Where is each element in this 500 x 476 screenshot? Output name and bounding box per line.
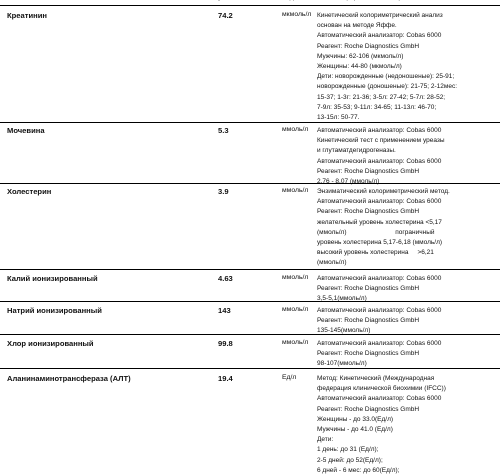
row-value: 4.63 <box>218 274 233 283</box>
ref-line: Автоматический анализатор: Cobas 6000 <box>317 307 442 314</box>
row-name: Калий ионизированный <box>7 274 98 283</box>
header-name <box>25 0 62 1</box>
ref-line: Дети: <box>317 436 334 444</box>
ref-line: 6 дней - 6 мес: до 60(Ед/л); <box>317 466 400 474</box>
row-name: Мочевина <box>7 126 45 135</box>
ref-line: Реагент: Roche Diagnostics GmbH <box>317 42 420 50</box>
ref-line: Дети: новорожденные (недоношеные): 25-91; <box>317 73 455 81</box>
ref-line: высокий уровень холестерина >6,21 <box>317 249 434 257</box>
ref-line: Автоматический анализатор: Cobas 6000 <box>317 32 442 40</box>
ref-line: Автоматический анализатор: Cobas 6000 <box>317 395 442 403</box>
ref-line: Реагент: Roche Diagnostics GmbH <box>317 208 420 216</box>
ref-line: Реагент: Roche Diagnostics GmbH <box>317 285 420 293</box>
row-divider <box>0 122 500 123</box>
ref-line: 15-37; 1-3г: 21-36; 3-5л: 27-42; 5-7л: 28-52; <box>317 93 446 101</box>
row-value: 143 <box>218 306 231 315</box>
row-name: Аланинаминотрансфераза (АЛТ) <box>7 374 131 383</box>
ref-line: основан на методе Яффе. <box>317 22 397 30</box>
row-name: Натрий ионизированный <box>7 306 102 315</box>
row-divider <box>0 334 500 335</box>
ref-line: Автоматический анализатор: Cobas 6000 <box>317 127 442 134</box>
ref-line: Кинетический колориметрический анализ <box>317 12 443 19</box>
ref-line: новорожденные (доношеные): 21-75; 2-12мес: <box>317 83 458 91</box>
ref-line: Энзиматический колориметрический метод. <box>317 188 450 195</box>
ref-line: Реагент: Roche Diagnostics GmbH <box>317 405 420 413</box>
ref-line: Мужчины: 62-106 (мкмоль/л) <box>317 52 404 60</box>
row-reference <box>317 11 499 123</box>
row-name: Холестерин <box>7 187 52 196</box>
ref-line: Автоматический анализатор: Cobas 6000 <box>317 275 442 282</box>
row-name: Креатинин <box>7 11 47 20</box>
header-divider <box>0 5 500 6</box>
ref-line: Реагент: Roche Diagnostics GmbH <box>317 350 420 358</box>
ref-line: Женщины - до 33.0(Ед/л) <box>317 415 394 423</box>
ref-line: федерация клинической биохимии (IFCC)) <box>317 385 446 393</box>
ref-line: 98-107(ммоль/л) <box>317 360 367 368</box>
ref-line: Кинетический тест с применением уреазы <box>317 137 445 145</box>
ref-line: Автоматический анализатор: Cobas 6000 <box>317 340 442 347</box>
ref-line: 13-15л: 50-77. <box>317 114 360 122</box>
row-reference <box>317 126 499 187</box>
row-unit: Ед/л <box>282 374 297 381</box>
row-reference <box>317 374 499 476</box>
row-unit: ммоль/л <box>282 339 309 346</box>
row-divider <box>0 269 500 270</box>
row-value: 3.9 <box>218 187 229 196</box>
ref-line: Женщины: 44-80 (мкмоль/л) <box>317 63 402 71</box>
ref-line: Автоматический анализатор: Cobas 6000 <box>317 198 442 206</box>
row-divider <box>0 301 500 302</box>
row-reference <box>317 187 499 269</box>
ref-line: 2-5 дней: до 52(Ед/л); <box>317 456 383 464</box>
row-unit: ммоль/л <box>282 274 309 281</box>
row-value: 5.3 <box>218 126 229 135</box>
row-name: Хлор ионизированный <box>7 339 94 348</box>
ref-line: уровень холестерина 5,17-6,18 (ммоль/л) <box>317 239 443 247</box>
ref-line: Реагент: Roche Diagnostics GmbH <box>317 167 420 175</box>
row-reference <box>317 306 499 337</box>
ref-line: 7-9л: 35-53; 9-11л: 34-65; 11-13л: 46-70; <box>317 103 437 111</box>
ref-line: Реагент: Roche Diagnostics GmbH <box>317 317 420 325</box>
row-unit: ммоль/л <box>282 187 309 194</box>
row-value: 99.8 <box>218 339 233 348</box>
ref-line: (ммоль/л) пограничный <box>317 228 435 236</box>
row-reference <box>317 339 499 370</box>
header-ref <box>336 0 414 1</box>
ref-line: 3,5-5,1(ммоль/л) <box>317 295 367 303</box>
row-unit: мкмоль/л <box>282 11 312 18</box>
ref-line: Автоматический анализатор: Cobas 6000 <box>317 157 442 165</box>
ref-line: Мужчины - до 41.0 (Ед/л) <box>317 426 393 434</box>
ref-line: и глутаматдегидрогеназы. <box>317 147 396 155</box>
row-value: 19.4 <box>218 374 233 383</box>
ref-line: (ммоль/л) <box>317 259 347 267</box>
ref-line: Метод: Кинетический (Международная <box>317 375 435 382</box>
ref-line: 135-145(ммоль/л) <box>317 327 371 335</box>
row-unit: ммоль/л <box>282 306 309 313</box>
ref-line: 2,76 - 8.07 (ммоль/л) <box>317 178 380 186</box>
ref-line: 1 день: до 31 (Ед/л); <box>317 446 379 454</box>
row-unit: ммоль/л <box>282 126 309 133</box>
header-result <box>207 0 239 1</box>
ref-line: желательный уровень холестерина <5,17 <box>317 218 442 226</box>
row-value: 74.2 <box>218 11 233 20</box>
row-divider <box>0 368 500 369</box>
header-unit <box>285 0 296 1</box>
row-divider <box>0 183 500 184</box>
